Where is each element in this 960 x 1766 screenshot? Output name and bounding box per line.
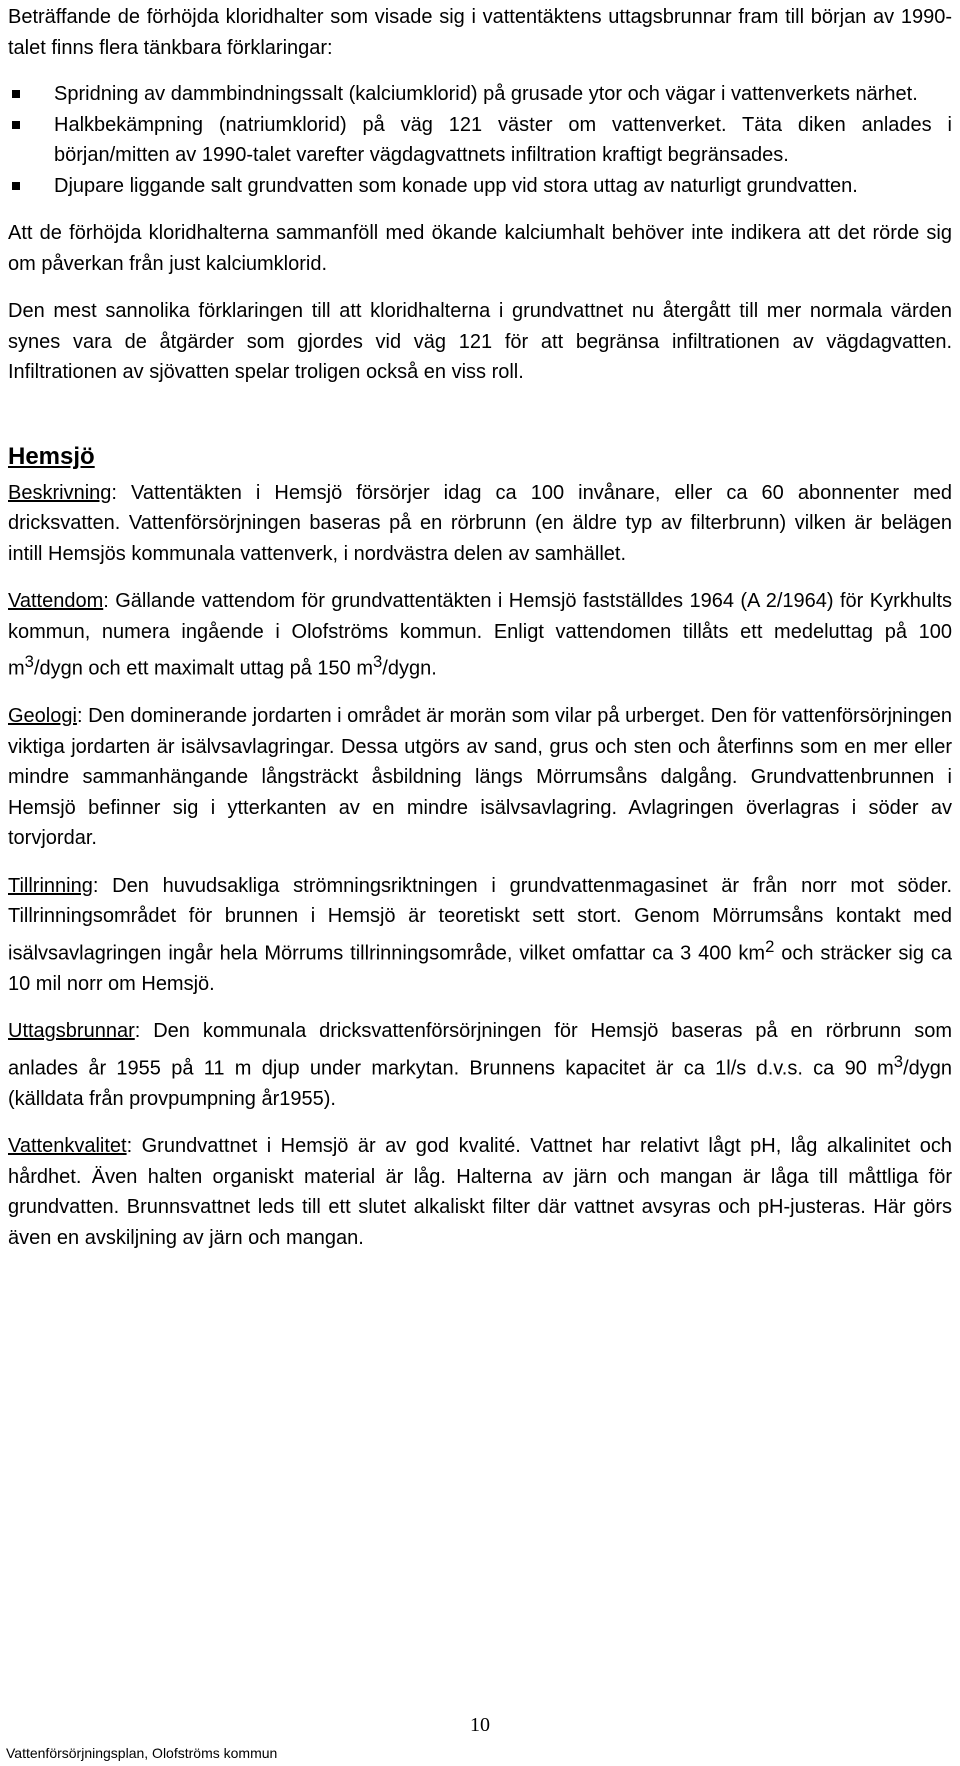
document-page xyxy=(8,0,952,1253)
hemsjo-section-body xyxy=(8,478,952,1254)
vattendom-superscript-a: 3 xyxy=(24,652,34,671)
vattendom-text-b: /dygn och ett maximalt uttag på 150 m xyxy=(33,657,374,680)
footer-text: Vattenförsörjningsplan, Olofströms kommun xyxy=(6,1745,278,1761)
square-bullet-icon xyxy=(12,182,20,190)
vattendom-text-a: Gällande vattendom för grundvattentäkten i Hemsjö fastställdes 1964 (A 2/1964) för Kyrkhults kommun, numera ingående i Olofströms kommun. Enligt vattendomen tillåts ett medeluttag på 100 m xyxy=(8,590,952,680)
list-item xyxy=(8,110,952,171)
square-bullet-icon xyxy=(12,90,20,98)
list-item-text: Halkbekämpning (natriumklorid) på väg 121 väster om vattenverket. Täta diken anlades i början/mitten av 1990-talet varefter vägdagvattnets infiltration kraftigt begränsades. xyxy=(54,113,952,166)
section-heading-hemsjo: Hemsjö xyxy=(8,442,95,470)
beskrivning-paragraph: Beskrivning: Vattentäkten i Hemsjö försörjer idag ca 100 invånare, eller ca 60 abonnenter med dricksvatten. Vattenförsörjningen baseras på en rörbrunn (en äldre typ av filterbrunn) vilken är belägen intill Hemsjös kommunala vattenverk, i nordvästra delen av samhället. xyxy=(8,481,952,565)
tillrinning-label: Tillrinning xyxy=(8,874,93,897)
beskrivning-label: Beskrivning xyxy=(8,481,112,504)
vattendom-superscript-b: 3 xyxy=(373,652,383,671)
beskrivning-text: Vattentäkten i Hemsjö försörjer idag ca 100 invånare, eller ca 60 abonnenter med dricksvatten. Vattenförsörjningen baseras på en rörbrunn (en äldre typ av filterbrunn) vilken är belägen intill Hemsjös kommunala vattenverk, i nordvästra delen av samhället. xyxy=(8,481,952,565)
explanation-list xyxy=(8,79,952,201)
list-item xyxy=(8,171,952,202)
vattenkvalitet-paragraph: Vattenkvalitet: Grundvattnet i Hemsjö är av god kvalité. Vattnet har relativt lågt pH, låg alkalinitet och hårdhet. Även halten organiskt material är låg. Halterna av järn och mangan är låga till måttliga för grundvatten. Brunnsvattnet leds till ett slutet alkaliskt filter där vattnet avsyras och pH-justeras. Här görs även en avskiljning av järn och mangan. xyxy=(8,1135,952,1249)
vattendom-text-c: /dygn. xyxy=(382,657,437,680)
vattendom-paragraph: Vattendom: Gällande vattendom för grundvattentäkten i Hemsjö fastställdes 1964 (A 2/1964) för Kyrkhults kommun, numera ingående i Olofströms kommun. Enligt vattendomen tillåts ett medeluttag på 100 $m^3$/dygn och ett maximalt uttag på 150 $m^3$/dygn. xyxy=(8,590,952,680)
calcium-paragraph: Att de förhöjda kloridhalterna sammanföll med ökande kalciumhalt behöver inte indikera att det rörde sig om påverkan från just kalciumklorid. xyxy=(8,222,952,275)
uttagsbrunnar-text-b: /dygn (källdata från provpumpning år1955). xyxy=(8,1057,952,1110)
tillrinning-text-a: Den huvudsakliga strömningsriktningen i grundvattenmagasinet är från norr mot söder. Tillrinningsområdet för brunnen i Hemsjö är teoretiskt sett stort. Genom Mörrumsåns kontakt med isälvsavlagringen ingår hela Mörrums tillrinningsområde, vilket omfattar ca 3 400 km xyxy=(8,874,952,965)
page-number: 10 xyxy=(470,1714,490,1736)
tillrinning-paragraph: Tillrinning: Den huvudsakliga strömningsriktningen i grundvattenmagasinet är från norr mot söder. Tillrinningsområdet för brunnen i Hemsjö är teoretiskt sett stort. Genom Mörrumsåns kontakt med isälvsavlagringen ingår hela Mörrums tillrinningsområde, vilket omfattar ca 3 400 $km^2$ och sträcker sig ca 10 mil norr om Hemsjö. xyxy=(8,874,952,995)
geologi-text: Den dominerande jordarten i området är morän som vilar på urberget. Den för vattenförsörjningen viktiga jordarten är isälvsavlagringar. Dessa utgörs av sand, grus och sten och återfinns som en mer eller mindre sammanhängande långsträckt åsbildning längs Mörrumsåns dalgång. Grundvattenbrunnen i Hemsjö befinner sig i ytterkanten av en mindre isälvsavlagring. Avlagringen överlagras i söder av torvjordar. xyxy=(8,705,952,850)
vattendom-label: Vattendom xyxy=(8,590,104,612)
geologi-label: Geologi xyxy=(8,705,77,728)
uttagsbrunnar-superscript: 3 xyxy=(893,1051,904,1071)
list-item xyxy=(8,79,952,110)
uttagsbrunnar-paragraph: Uttagsbrunnar: Den kommunala dricksvattenförsörjningen för Hemsjö baseras på en rörbrunn som anlades år 1955 på 11 m djup under markytan. Brunnens kapacitet är ca 1l/s d.v.s. ca 90 $m^3$/dygn (källdata från provpumpning år1955). xyxy=(8,1020,952,1110)
geologi-paragraph: Geologi: Den dominerande jordarten i området är morän som vilar på urberget. Den för vattenförsörjningen viktiga jordarten är isälvsavlagringar. Dessa utgörs av sand, grus och sten och återfinns som en mer eller mindre sammanhängande långsträckt åsbildning längs Mörrumsåns dalgång. Grundvattenbrunnen i Hemsjö befinner sig i ytterkanten av en mindre isälvsavlagring. Avlagringen överlagras i söder av torvjordar. xyxy=(8,705,952,850)
uttagsbrunnar-label: Uttagsbrunnar xyxy=(8,1020,135,1043)
list-item-text: Spridning av dammbindningssalt (kalciumklorid) på grusade ytor och vägar i vattenverkets närhet. xyxy=(54,83,918,105)
list-item-text: Djupare liggande salt grundvatten som konade upp vid stora uttag av naturligt grundvatten. xyxy=(54,174,858,197)
conclusion-paragraph: Den mest sannolika förklaringen till att kloridhalterna i grundvattnet nu återgått till mer normala värden synes vara de åtgärder som gjordes vid väg 121 för att begränsa infiltrationen av vägdagvatten. Infiltrationen av sjövatten spelar troligen också en viss roll. xyxy=(8,300,952,383)
vattenkvalitet-text: Grundvattnet i Hemsjö är av god kvalité. Vattnet har relativt lågt pH, låg alkalinitet och hårdhet. Även halten organiskt material är låg. Halterna av järn och mangan är låga till måttliga för grundvatten. Brunnsvattnet leds till ett slutet alkaliskt filter där vattnet avsyras och pH-justeras. Här görs även en avskiljning av järn och mangan. xyxy=(8,1135,952,1249)
intro-paragraph: Beträffande de förhöjda kloridhalter som visade sig i vattentäktens uttagsbrunnar fram till början av 1990-talet finns flera tänkbara förklaringar: xyxy=(8,6,952,59)
vattenkvalitet-label: Vattenkvalitet xyxy=(8,1135,127,1158)
uttagsbrunnar-text-a: Den kommunala dricksvattenförsörjningen för Hemsjö baseras på en rörbrunn som anlades år 1955 på 11 m djup under markytan. Brunnens kapacitet är ca 1l/s d.v.s. ca 90 m xyxy=(8,1020,952,1080)
square-bullet-icon xyxy=(12,121,20,129)
tillrinning-superscript: 2 xyxy=(765,936,775,956)
tillrinning-text-b: och sträcker sig ca 10 mil norr om Hemsjö. xyxy=(8,942,952,995)
